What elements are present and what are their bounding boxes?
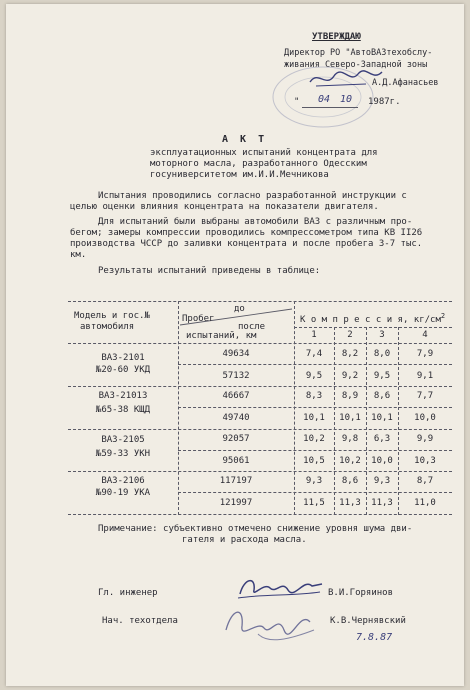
model-3: ВАЗ-2105 bbox=[101, 435, 145, 445]
plate-1: №20-60 УКД bbox=[95, 365, 151, 375]
date-prefix: " bbox=[294, 97, 300, 107]
results-table bbox=[68, 301, 452, 515]
header-cyl-3: 3 bbox=[379, 330, 385, 340]
director-name: А.Д.Афанасьев bbox=[372, 78, 439, 88]
header-model-1: Модель и гос.№ bbox=[74, 311, 150, 321]
note-line1: Примечание: субъективно отмечено снижение уровня шума дви- bbox=[98, 524, 413, 534]
c-2a-2: 8,9 bbox=[341, 391, 359, 401]
table-line bbox=[68, 514, 452, 515]
header-compression-sup: 2 bbox=[440, 312, 446, 320]
table-line bbox=[178, 364, 452, 365]
approval-line-2: живания Северо-Западной зоны bbox=[284, 60, 428, 70]
date-underline bbox=[302, 107, 358, 108]
date-day: 04 bbox=[318, 94, 331, 105]
c-3a-1: 10,2 bbox=[303, 434, 325, 444]
c-4a-4: 8,7 bbox=[416, 476, 434, 486]
c-3b-1: 10,5 bbox=[303, 456, 325, 466]
model-4: ВАЗ-2106 bbox=[101, 476, 145, 486]
table-line bbox=[178, 407, 452, 408]
table-line bbox=[178, 450, 452, 451]
header-run-after: после bbox=[238, 322, 266, 332]
date-month: 10 bbox=[340, 94, 353, 105]
plate-4: №90-19 УКА bbox=[95, 488, 151, 498]
c-1b-3: 9,5 bbox=[373, 371, 391, 381]
header-run-2: испытаний, км bbox=[186, 331, 257, 341]
header-run-1: Пробег bbox=[182, 314, 215, 324]
c-1b-1: 9,5 bbox=[305, 371, 323, 381]
c-1b-2: 9,2 bbox=[341, 371, 359, 381]
c-3b-4: 10,3 bbox=[414, 456, 436, 466]
run-4b: 121997 bbox=[219, 498, 253, 508]
act-title: А К Т bbox=[222, 134, 268, 145]
c-2b-4: 10,0 bbox=[414, 413, 436, 423]
act-subtitle-1: эксплуатационных испытаний концентрата для bbox=[150, 148, 378, 158]
c-4a-1: 9,3 bbox=[305, 476, 323, 486]
c-2a-3: 8,6 bbox=[373, 391, 391, 401]
c-1a-1: 7,4 bbox=[305, 349, 323, 359]
para1-line1: Испытания проводились согласно разработанной инструкции с bbox=[98, 191, 407, 201]
c-3b-2: 10,2 bbox=[339, 456, 361, 466]
approval-line-1: Директор РО "АвтоВАЗтехобслу- bbox=[284, 48, 433, 58]
c-3a-3: 6,3 bbox=[373, 434, 391, 444]
table-line bbox=[294, 327, 452, 328]
run-3b: 95061 bbox=[222, 456, 250, 466]
run-3a: 92057 bbox=[222, 434, 250, 444]
run-2b: 49740 bbox=[222, 413, 250, 423]
table-line bbox=[178, 492, 452, 493]
c-2b-1: 10,1 bbox=[303, 413, 325, 423]
table-line bbox=[68, 343, 452, 344]
header-run-do: до bbox=[234, 304, 245, 314]
c-1a-3: 8,0 bbox=[373, 349, 391, 359]
approval-title: УТВЕРЖДАЮ bbox=[312, 32, 361, 42]
c-2a-4: 7,7 bbox=[416, 391, 434, 401]
c-2b-2: 10,1 bbox=[339, 413, 361, 423]
header-cyl-1: 1 bbox=[311, 330, 317, 340]
run-1a: 49634 bbox=[222, 349, 250, 359]
header-model-2: автомобиля bbox=[80, 322, 135, 332]
c-1b-4: 9,1 bbox=[416, 371, 434, 381]
act-subtitle-2: моторного масла, разработанного Одесским bbox=[150, 159, 367, 169]
head-signature bbox=[218, 600, 328, 646]
c-4a-3: 9,3 bbox=[373, 476, 391, 486]
c-2b-3: 10,1 bbox=[371, 413, 393, 423]
para1-line2: целью оценки влияния концентрата на показатели двигателя. bbox=[70, 202, 379, 212]
para3: Результаты испытаний приведены в таблице: bbox=[98, 266, 321, 276]
c-1a-2: 8,2 bbox=[341, 349, 359, 359]
c-4a-2: 8,6 bbox=[341, 476, 359, 486]
header-compression bbox=[300, 311, 445, 326]
header-cyl-2: 2 bbox=[347, 330, 353, 340]
document-page bbox=[6, 4, 464, 686]
c-3b-3: 10,0 bbox=[371, 456, 393, 466]
run-4a: 117197 bbox=[219, 476, 253, 486]
header-compression-text: К о м п р е с с и я, кг/см bbox=[300, 315, 441, 325]
para2-line4: км. bbox=[70, 250, 87, 260]
model-1: ВАЗ-2101 bbox=[101, 353, 145, 363]
chief-title: Гл. инженер bbox=[98, 588, 158, 598]
table-line bbox=[68, 429, 452, 430]
act-subtitle-3: госуниверситетом им.И.И.Мечникова bbox=[150, 170, 329, 180]
chief-name: В.И.Горяинов bbox=[328, 588, 394, 598]
c-3a-4: 9,9 bbox=[416, 434, 434, 444]
date-year: 1987г. bbox=[368, 97, 401, 107]
para2-line2: бегом; замеры компрессии проводились компрессометром типа КВ II26 bbox=[70, 228, 423, 238]
head-name: К.В.Чернявский bbox=[330, 616, 406, 626]
c-4b-2: 11,3 bbox=[339, 498, 361, 508]
plate-3: №59-33 УКН bbox=[95, 449, 151, 459]
para2-line1: Для испытаний были выбраны автомобили ВАЗ с различным про- bbox=[98, 217, 413, 227]
para2-line3: производства ЧССР до заливки концентрата и после пробега 3-7 тыс. bbox=[70, 239, 423, 249]
handwritten-date: 7.8.87 bbox=[356, 632, 393, 643]
c-1a-4: 7,9 bbox=[416, 349, 434, 359]
c-4b-3: 11,3 bbox=[371, 498, 393, 508]
head-title: Нач. техотдела bbox=[102, 616, 178, 626]
run-2a: 46667 bbox=[222, 391, 250, 401]
c-4b-1: 11,5 bbox=[303, 498, 325, 508]
plate-2: №65-38 КЩД bbox=[95, 405, 151, 415]
c-2a-1: 8,3 bbox=[305, 391, 323, 401]
chief-signature bbox=[234, 572, 326, 602]
c-4b-4: 11,0 bbox=[414, 498, 436, 508]
table-line bbox=[68, 386, 452, 387]
header-cyl-4: 4 bbox=[422, 330, 428, 340]
run-1b: 57132 bbox=[222, 371, 250, 381]
c-3a-2: 9,8 bbox=[341, 434, 359, 444]
note-line2: гателя и расхода масла. bbox=[182, 535, 307, 545]
model-2: ВАЗ-21013 bbox=[98, 391, 148, 401]
table-line bbox=[68, 471, 452, 472]
